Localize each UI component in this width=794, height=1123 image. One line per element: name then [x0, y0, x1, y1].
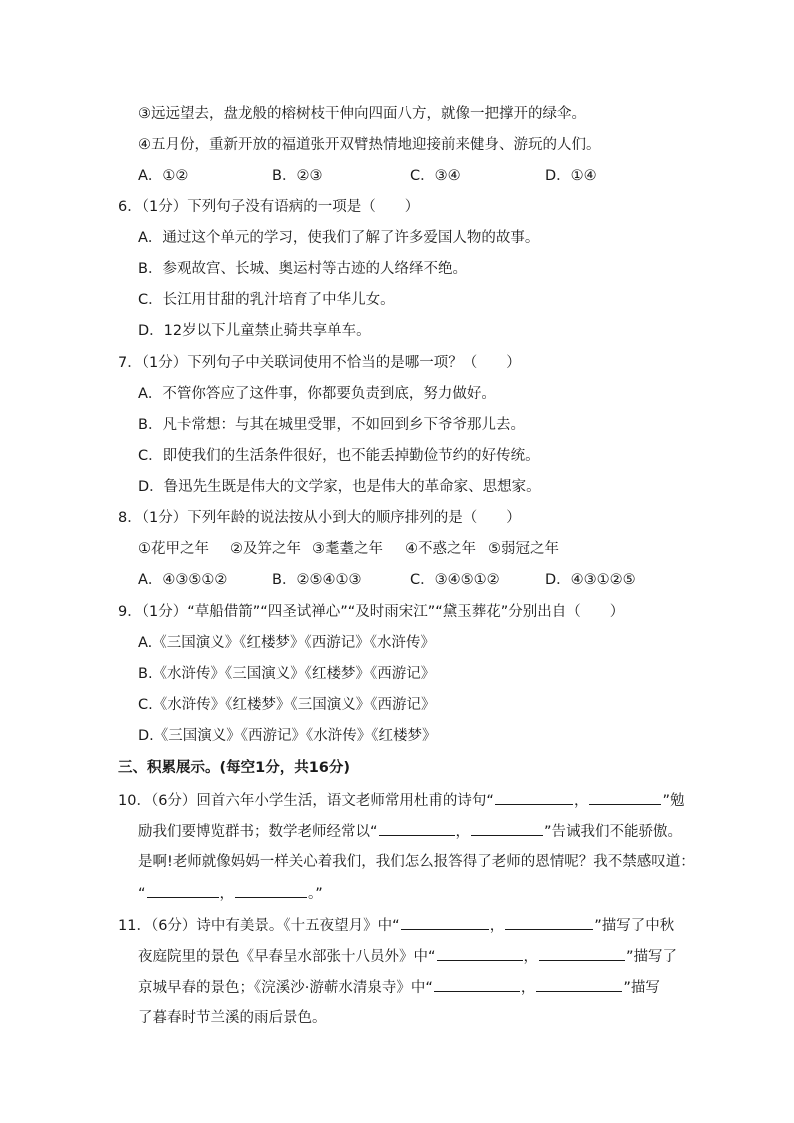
- question-8-item-2: ②及笄之年: [230, 541, 301, 557]
- question-11-line-2: [138, 946, 677, 967]
- question-9-option-a: A.《三国演义》《红楼梦》《西游记》《水浒传》: [138, 635, 436, 651]
- question-7-option-d: D．鲁迅先生既是伟大的文学家，也是伟大的革命家、思想家。: [138, 479, 541, 495]
- fill-blank[interactable]: [147, 883, 219, 898]
- option-item-4: ④五月份，重新开放的福道张开双臂热情地迎接前来健身、游玩的人们。: [138, 137, 601, 153]
- question-8-item-4: ④不惑之年: [405, 541, 476, 557]
- choice-a: A．①②: [138, 168, 189, 184]
- fill-blank[interactable]: [495, 790, 573, 805]
- question-8-item-5: ⑤弱冠之年: [488, 541, 559, 557]
- question-7-option-b: B．凡卡常想：与其在城里受罪，不如回到乡下爷爷那儿去。: [138, 417, 525, 433]
- question-11-text: ”描写了中秋: [594, 918, 675, 934]
- question-9-option-d: D.《三国演义》《西游记》《水浒传》《红楼梦》: [138, 728, 437, 744]
- question-11-text: 11．（6分）诗中有美景。《十五夜望月》中“: [118, 918, 400, 934]
- separator: ，: [520, 980, 536, 996]
- question-10-text: ”告诫我们不能骄傲。: [544, 824, 683, 840]
- question-7-option-c: C．即使我们的生活条件很好，也不能丢掉勤俭节约的好传统。: [138, 448, 540, 464]
- question-9-option-c: C.《水浒传》《红楼梦》《三国演义》《西游记》: [138, 697, 436, 713]
- fill-blank[interactable]: [434, 977, 520, 992]
- question-11-text: 夜庭院里的景色《早春呈水部张十八员外》中“: [138, 949, 436, 965]
- question-9-option-b: B.《水浒传》《三国演义》《红楼梦》《西游记》: [138, 666, 436, 682]
- question-8-option-a: A．④③⑤①②: [138, 572, 228, 588]
- question-11-text: 京城早春的景色；《浣溪沙·游蕲水清泉寺》中“: [138, 980, 433, 996]
- question-10-text: ”勉: [662, 793, 685, 809]
- question-8-option-b: B．②⑤④①③: [272, 572, 362, 588]
- fill-blank[interactable]: [589, 790, 661, 805]
- question-10-text: “: [138, 886, 146, 902]
- fill-blank[interactable]: [379, 821, 455, 836]
- question-10-text: 励我们要博览群书；数学老师经常以“: [138, 824, 378, 840]
- fill-blank[interactable]: [471, 821, 543, 836]
- separator: ，: [455, 824, 471, 840]
- question-11-line-1: [118, 915, 674, 936]
- question-8-item-1: ①花甲之年: [138, 541, 209, 557]
- question-9-stem: 9．（1分）“草船借箭”“四圣试禅心”“及时雨宋江”“黛玉葬花”分别出自（ ）: [118, 604, 625, 620]
- question-6-option-c: C．长江用甘甜的乳汁培育了中华儿女。: [138, 292, 395, 308]
- question-11-text: ”描写了: [626, 949, 678, 965]
- question-6-stem: 6．（1分）下列句子没有语病的一项是（ ）: [118, 199, 420, 215]
- option-item-3: ③远远望去，盘龙般的榕树枝干伸向四面八方，就像一把撑开的绿伞。: [138, 106, 586, 122]
- question-10-text: 10．（6分）回首六年小学生活，语文老师常用杜甫的诗句“: [118, 793, 494, 809]
- question-11-line-3: [138, 977, 660, 998]
- separator: ，: [489, 918, 505, 934]
- fill-blank[interactable]: [437, 946, 523, 961]
- question-11-line-4: 了暮春时节兰溪的雨后景色。: [138, 1010, 327, 1026]
- question-7-option-a: A．不管你答应了这件事，你都要负责到底，努力做好。: [138, 386, 496, 402]
- question-6-option-b: B．参观故宫、长城、奥运村等古迹的人络绎不绝。: [138, 261, 467, 277]
- question-8-item-3: ③耄耋之年: [312, 541, 383, 557]
- choice-c: C．③④: [410, 168, 461, 184]
- fill-blank[interactable]: [539, 946, 625, 961]
- fill-blank[interactable]: [536, 977, 622, 992]
- choice-d: D．①④: [545, 168, 597, 184]
- question-6-option-a: A．通过这个单元的学习，使我们了解了许多爱国人物的故事。: [138, 230, 540, 246]
- question-10-line-3: 是啊!老师就像妈妈一样关心着我们，我们怎么报答得了老师的恩情呢？我不禁感叹道：: [138, 854, 695, 870]
- question-8-option-d: D．④③①②⑤: [545, 572, 636, 588]
- question-8-option-c: C．③④⑤①②: [410, 572, 500, 588]
- fill-blank[interactable]: [505, 915, 593, 930]
- question-11-text: ”描写: [623, 980, 660, 996]
- question-8-stem: 8．（1分）下列年龄的说法按从小到大的顺序排列的是（ ）: [118, 510, 521, 526]
- question-10-line-1: [118, 790, 684, 811]
- fill-blank[interactable]: [401, 915, 489, 930]
- question-7-stem: 7．（1分）下列句子中关联词使用不恰当的是哪一项？（ ）: [118, 355, 521, 371]
- separator: ，: [219, 886, 235, 902]
- separator: ，: [573, 793, 589, 809]
- separator: ，: [523, 949, 539, 965]
- choice-b: B．②③: [272, 168, 323, 184]
- question-10-text: 。”: [308, 886, 323, 902]
- question-10-line-2: [138, 821, 682, 842]
- fill-blank[interactable]: [235, 883, 307, 898]
- question-10-line-4: [138, 883, 323, 904]
- question-6-option-d: D．12岁以下儿童禁止骑共享单车。: [138, 323, 371, 339]
- section-heading: 三、积累展示。(每空1分，共16分): [118, 760, 351, 776]
